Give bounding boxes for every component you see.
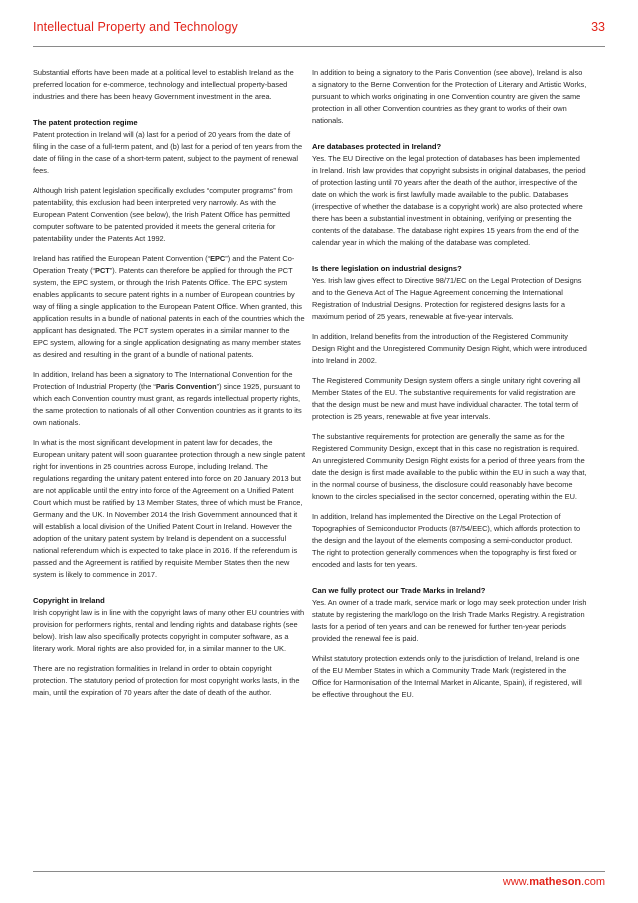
text-span: Ireland has ratified the European Patent Convention (“ [33,254,211,263]
designs-paragraph-1: Yes. Irish law gives effect to Directive 98/71/EC on the Legal Protection of Designs and to the Geneva Act of The Hague Agreement concerning the International Registration of Industrial Designs. Protection for registered designs lasts for a maximum period of 25 years, renewable at five-year intervals. [312,276,582,321]
patent-paragraph-1: Patent protection in Ireland will (a) last for a period of 20 years from the date of filing in the case of a full-term patent, and (b) last for a period of ten years from the date of filing in the case of a short-term patent, subject to the payment of renewal fees. [33,130,303,175]
copyright-heading: Copyright in Ireland [33,596,105,605]
epc-term: EPC [210,254,226,263]
trademarks-paragraph-2: Whilst statutory protection extends only to the jurisdiction of Ireland, Ireland is one of the EU Member States in which a Community Trade Mark (registered in the Office for Harmonisation of the Internal Market in Alicante, Spain), if registered, will be effective throughout the EU. [312,654,582,699]
text-span: ”) since 1925, pursuant to which each Convention country must grant, as regards intellectual property rights, the same protection to nationals of all other Convention countries as it grants to its own nationals. [33,382,302,427]
patent-paragraph-2: Although Irish patent legislation specifically excludes “computer programs” from patentability, this exclusion had been interpreted very narrowly. As with the European Patent Convention (see below), the Irish Patent Office has permitted computer software to be patented provided it meets the general criteria for patentability under the Patents Act 1992. [33,186,293,243]
designs-paragraph-4: The substantive requirements for protection are generally the same as for the Registered Community Design, except that in this case no registration is required. An unregistered Community Design Right exists for a period of three years from the date the design is first made available to the public within the EU in such a way that, in the normal course of business, the disclosure could reasonably have become known to the circles specialised in the sector concerned, operating within the EU. [312,432,587,501]
text-span: ”) and the Patent Co-Operation Treaty (“ [33,254,295,275]
copyright-paragraph-2: There are no registration formalities in Ireland in order to obtain copyright protection. The statutory period of protection for most copyright works lasts, in the main, until the expiration of 70 years after the date of death of the author. [33,664,300,697]
paris-convention-term: Paris Convention [155,382,217,391]
designs-heading: Is there legislation on industrial designs? [312,264,462,273]
berne-paragraph: In addition to being a signatory to the Paris Convention (see above), Ireland is also a signatory to the Berne Convention for the Protection of Literary and Artistic Works, pursuant to which works originating in one Convention country are given the same protection in all other Convention countries as they grant to works of their own nationals. [312,68,587,125]
intro-paragraph: Substantial efforts have been made at a political level to establish Ireland as the preferred location for e-commerce, technology and intellectual property-based industries and there has been heavy Government investment in the area. [33,68,294,101]
right-column [312,67,587,709]
text-span: ”). Patents can therefore be applied for through the PCT system, the EPC system, or through the Irish Patents Office. The EPC system enables applicants to secure patent rights in a number of European countries by way of filing a single application to the European Patent Office. When granted, this application results in a bundle of national patents in each of the countries which the applicant has designated. The PCT system operates in a similar manner to the EPC system, allowing for a single application designating as many member states as desired and resulting in the grant of a bundle of national patents. [33,266,305,359]
designs-paragraph-3: The Registered Community Design system offers a single unitary right covering all Member States of the EU. The substantive requirements for valid registration are that the design must be new and must have individual character. The total term of protection is 25 years, renewable at five year intervals. [312,376,581,421]
url-prefix: www. [502,876,530,888]
trademarks-heading: Can we fully protect our Trade Marks in Ireland? [312,586,486,595]
designs-paragraph-2: In addition, Ireland benefits from the introduction of the Registered Community Design Right and the Unregistered Community Design Right, which were introduced into Ireland in 2002. [312,332,587,365]
url-domain: matheson [529,876,582,888]
section-title: Intellectual Property and Technology [33,20,238,34]
pct-term: PCT [95,266,110,275]
patent-paragraph-4 [33,369,305,429]
databases-paragraph: Yes. The EU Directive on the legal protection of databases has been implemented in Ireland. Irish law provides that copyright subsists in original databases, the period of protection lasting until 70 years after the death of the author, irrespective of the date on which the work is first lawfully made available to the public. Databases (irrespective of whether the database is a copyright work) are also protected where there has been a substantial investment in obtaining, verifying or presenting the contents of the database. The database right expires 15 years from the end of the calendar year in which the making of the database was completed. [312,154,586,247]
website-link[interactable] [503,876,605,888]
page-header [33,16,605,47]
trademarks-paragraph-1: Yes. An owner of a trade mark, service mark or logo may seek protection under Irish statute by registering the mark/logo on the Irish Trade Marks Registry. A registration lasts for a period of ten years and can be renewed for further ten-year periods provided the renewal fee is paid. [312,598,587,643]
left-column [33,67,305,707]
designs-paragraph-5: In addition, Ireland has implemented the Directive on the Legal Protection of Topographies of Semiconductor Products (87/54/EEC), which affords protection to the design and the layout of the elements composing a semi-conductor product. The right to protection generally commences when the topography is first fixed or encoded and lasts for ten years. [312,512,581,569]
text-span: In addition, Ireland has been a signatory to The International Convention for the Protection of Industrial Property (the “ [33,370,293,391]
patent-heading: The patent protection regime [33,118,138,127]
databases-heading: Are databases protected in Ireland? [312,142,442,151]
page-number: 33 [591,20,605,34]
copyright-paragraph-1: Irish copyright law is in line with the copyright laws of many other EU countries with provision for performers rights, rental and lending rights and database rights (see below). Irish law also specifically protects copyright in computer software, as a literary work. Moral rights are also provided for, in a similar manner to the UK. [33,608,305,653]
patent-paragraph-3 [33,253,305,361]
url-suffix: .com [581,876,605,888]
footer-divider [33,871,605,872]
patent-paragraph-5: In what is the most significant development in patent law for decades, the European unitary patent will soon guarantee protection through a new single patent right for inventions in 25 countries across Europe, including Ireland. The regulations regarding the unitary patent entered into force on 20 January 2013 but are not applicable until the entry into force of the Agreement on a Unified Patent Court which must be ratified by 13 Member States, three of which must be France, Germany and the UK. In November 2014 the Irish Government announced that it will establish a local division of the Unified Patent Court in Ireland. However the adoption of the unitary patent system by Ireland is dependent on a successful national referendum which is expected to take place in 2016. If the referendum is passed and the Agreement is ratified by requisite Member States then the new system is likely to commence in 2017. [33,438,305,579]
